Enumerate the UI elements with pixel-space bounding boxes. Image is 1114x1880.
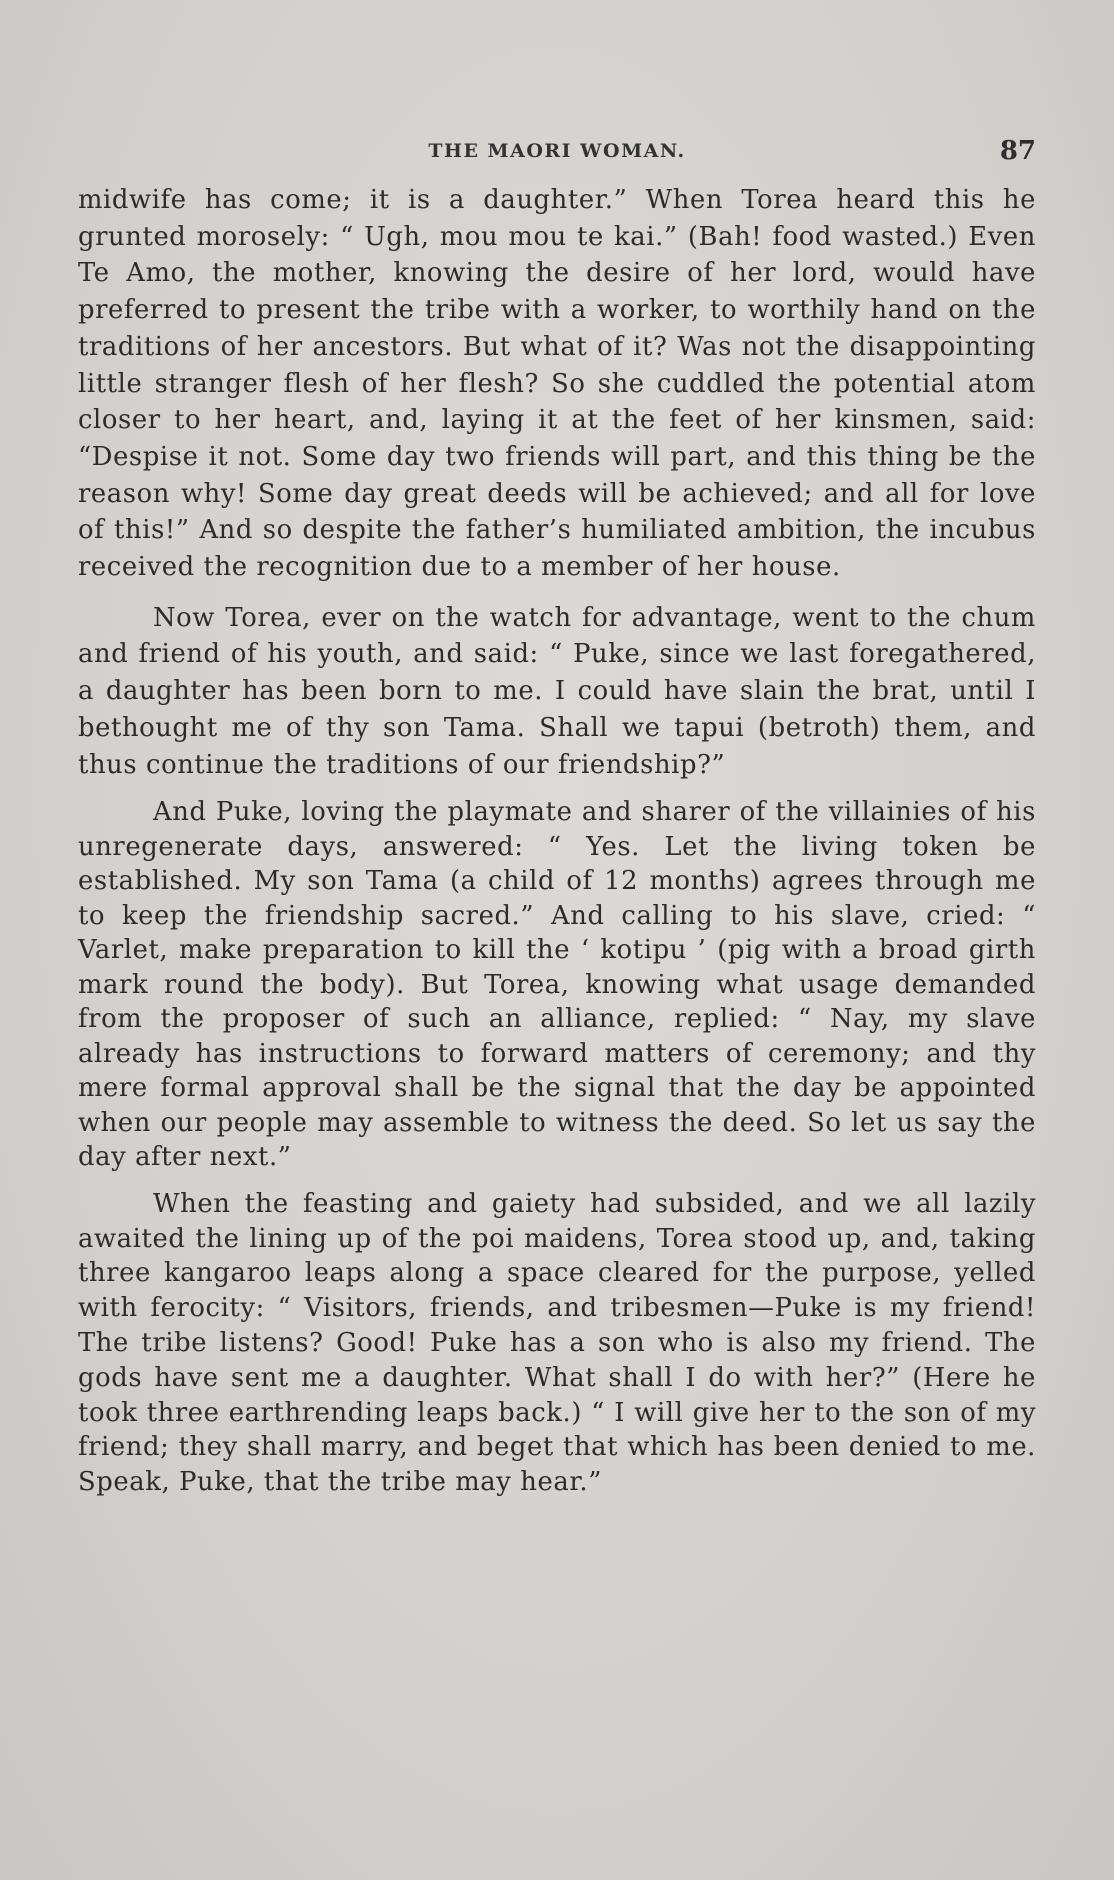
page-number: 87 [999,136,1036,166]
running-title: THE MAORI WOMAN. [428,140,686,162]
page-header [78,130,1036,174]
body-text [78,182,1036,1500]
paragraph: midwife has come; it is a daughter.” When Torea heard this he grunted morosely: “ Ugh, mou mou te kai.” (Bah! food wasted.) Even Te Amo, the mother, knowing the desire of her lord, would have preferred to present the tribe with a worker, to worthily hand on the traditions of her ancestors. But what of it? Was not the disappointing little stranger flesh of her flesh? So she cuddled the potential atom closer to her heart, and, laying it at the feet of her kinsmen, said: “Despise it not. Some day two friends will part, and this thing be the reason why! Some day great deeds will be achieved; and all for love of this!” And so despite the father’s humiliated ambition, the incubus received the recognition due to a member of her house. [78,185,1036,583]
paragraph: When the feasting and gaiety had subsided, and we all lazily awaited the lining up of the poi maidens, Torea stood up, and, taking three kangaroo leaps along a space cleared for the purpose, yelled with ferocity: “ Visitors, friends, and tribesmen—Puke is my friend! The tribe listens? Good! Puke has a son who is also my friend. The gods have sent me a daughter. What shall I do with her?” (Here he took three earthrending leaps back.) “ I will give her to the son of my friend; they shall marry, and beget that which has been denied to me. Speak, Puke, that the tribe may hear.” [78,1188,1036,1498]
paragraph: And Puke, loving the playmate and sharer of the villainies of his unregenerate days, answered: “ Yes. Let the living token be established. My son Tama (a child of 12 months) agrees through me to keep the friendship sacred.” And calling to his slave, cried: “ Varlet, make preparation to kill the ‘ kotipu ’ (pig with a broad girth mark round the body). But Torea, knowing what usage demanded from the proposer of such an alliance, replied: “ Nay, my slave already has instructions to forward matters of ceremony; and thy mere formal approval shall be the signal that the day be appointed when our people may assemble to witness the deed. So let us say the day after next.” [78,797,1036,1173]
paragraph: Now Torea, ever on the watch for advantage, went to the chum and friend of his youth, and said: “ Puke, since we last foregathered, a daughter has been born to me. I could have slain the brat, until I bethought me of thy son Tama. Shall we tapui (betroth) them, and thus continue the traditions of our friendship?” [78,602,1036,780]
book-page [78,130,1036,1500]
